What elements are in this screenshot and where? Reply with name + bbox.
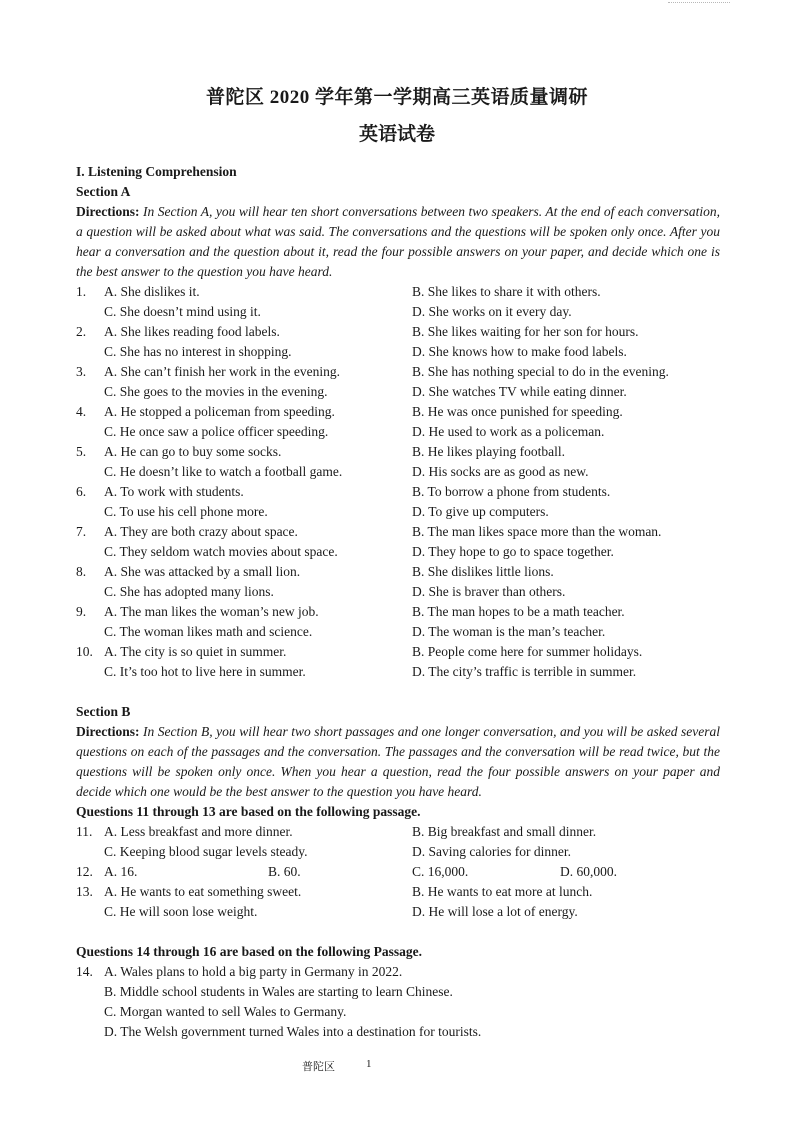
question-row <box>76 902 736 922</box>
question-number: 9. <box>76 604 87 619</box>
question-number: 2. <box>76 324 87 339</box>
option-a: A. She dislikes it. <box>104 284 200 299</box>
option-b: B. The man likes space more than the woman. <box>412 524 662 539</box>
question-number: 1. <box>76 284 87 299</box>
option-a: A. The man likes the woman’s new job. <box>104 604 319 619</box>
option-b: B. To borrow a phone from students. <box>412 484 611 499</box>
option-c: C. She has no interest in shopping. <box>104 344 292 359</box>
option-d: D. To give up computers. <box>412 504 549 519</box>
question-row <box>76 882 736 902</box>
option-b: B. He was once punished for speeding. <box>412 404 623 419</box>
option-a: A. Wales plans to hold a big party in Germany in 2022. <box>104 964 403 979</box>
option-b: B. Middle school students in Wales are starting to learn Chinese. <box>104 984 453 999</box>
directions-text: In Section A, you will hear ten short conversations between two speakers. At the end of each conversation, a question will be asked about what was said. The conversations and the questions will be spoken only once. After you hear a conversation and the question about it, read the four possible answers on your paper, and decide which one is the best answer to the question you have heard. <box>76 204 720 279</box>
option-c: C. She doesn’t mind using it. <box>104 304 261 319</box>
option-b: B. She has nothing special to do in the evening. <box>412 364 669 379</box>
option-d: D. He used to work as a policeman. <box>412 424 605 439</box>
question-number: 8. <box>76 564 87 579</box>
question-row <box>76 662 736 682</box>
section-a-directions <box>76 202 720 282</box>
page-number: 1 <box>366 1058 372 1070</box>
option-a: A. The city is so quiet in summer. <box>104 644 287 659</box>
option-d: D. Saving calories for dinner. <box>412 844 571 859</box>
directions-text: In Section B, you will hear two short passages and one longer conversation, and you will be asked several questions on each of the passages and the conversation. The passages and the conversation will be read twice, but the questions will be spoken only once. When you hear a question, read the four possible answers on your paper and decide which one would be the best answer to the question you have heard. <box>76 724 720 799</box>
option-c: C. He will soon lose weight. <box>104 904 258 919</box>
option-d: D. She knows how to make food labels. <box>412 344 627 359</box>
question-row <box>76 842 736 862</box>
directions-label: Directions: <box>76 724 140 739</box>
part-heading: I. Listening Comprehension <box>76 164 237 179</box>
question-row <box>76 382 736 402</box>
option-b: B. She likes to share it with others. <box>412 284 601 299</box>
question-row <box>76 962 736 982</box>
question-number: 7. <box>76 524 87 539</box>
option-c: C. To use his cell phone more. <box>104 504 268 519</box>
option-d: D. She is braver than others. <box>412 584 566 599</box>
question-number: 14. <box>76 964 93 979</box>
section-a-heading: Section A <box>76 184 131 199</box>
option-b: B. He likes playing football. <box>412 444 565 459</box>
section-b-directions <box>76 722 720 802</box>
option-b: B. People come here for summer holidays. <box>412 644 643 659</box>
question-number: 12. <box>76 864 93 879</box>
footer-district: 普陀区 <box>302 1061 335 1073</box>
option-a: A. They are both crazy about space. <box>104 524 298 539</box>
question-row <box>76 302 736 322</box>
option-c: C. The woman likes math and science. <box>104 624 313 639</box>
option-b: B. She dislikes little lions. <box>412 564 554 579</box>
question-row <box>76 862 736 882</box>
option-a: A. 16. <box>104 864 138 879</box>
question-row <box>76 322 736 342</box>
question-row <box>76 602 736 622</box>
option-b: B. Big breakfast and small dinner. <box>412 824 597 839</box>
option-a: A. Less breakfast and more dinner. <box>104 824 293 839</box>
question-row <box>76 422 736 442</box>
question-number: 11. <box>76 824 93 839</box>
question-row <box>76 482 736 502</box>
option-c: C. They seldom watch movies about space. <box>104 544 338 559</box>
option-a: A. He stopped a policeman from speeding. <box>104 404 335 419</box>
question-number: 13. <box>76 884 93 899</box>
option-d: D. The woman is the man’s teacher. <box>412 624 606 639</box>
question-row <box>76 442 736 462</box>
corner-mark <box>668 2 730 5</box>
option-c: C. Keeping blood sugar levels steady. <box>104 844 308 859</box>
option-b: B. She likes waiting for her son for hours. <box>412 324 639 339</box>
option-c: C. He once saw a police officer speeding. <box>104 424 329 439</box>
question-row <box>76 822 736 842</box>
question-row <box>76 1022 736 1042</box>
option-d: D. She watches TV while eating dinner. <box>412 384 627 399</box>
question-group-heading: Questions 11 through 13 are based on the following passage. <box>76 804 421 819</box>
option-d: D. He will lose a lot of energy. <box>412 904 578 919</box>
question-group-heading: Questions 14 through 16 are based on the following Passage. <box>76 944 423 959</box>
option-d: D. 60,000. <box>560 864 617 879</box>
option-d: D. His socks are as good as new. <box>412 464 589 479</box>
option-d: D. The city’s traffic is terrible in summer. <box>412 664 637 679</box>
question-row <box>76 542 736 562</box>
section-b-heading: Section B <box>76 704 131 719</box>
question-number: 5. <box>76 444 87 459</box>
question-number: 4. <box>76 404 87 419</box>
question-row <box>76 522 736 542</box>
option-d: D. The Welsh government turned Wales into a destination for tourists. <box>104 1024 482 1039</box>
exam-subtitle: 英语试卷 <box>358 124 435 145</box>
question-row <box>76 562 736 582</box>
option-d: D. She works on it every day. <box>412 304 572 319</box>
option-c: C. She has adopted many lions. <box>104 584 274 599</box>
option-a: A. She can’t finish her work in the evening. <box>104 364 340 379</box>
question-number: 6. <box>76 484 87 499</box>
question-row <box>76 362 736 382</box>
option-a: A. To work with students. <box>104 484 244 499</box>
question-row <box>76 282 736 302</box>
question-row <box>76 402 736 422</box>
question-row <box>76 642 736 662</box>
option-c: C. Morgan wanted to sell Wales to Germany. <box>104 1004 347 1019</box>
question-number: 3. <box>76 364 87 379</box>
exam-title: 普陀区 2020 学年第一学期高三英语质量调研 <box>205 87 588 108</box>
option-c: C. It’s too hot to live here in summer. <box>104 664 306 679</box>
option-a: A. She was attacked by a small lion. <box>104 564 301 579</box>
question-row <box>76 462 736 482</box>
option-a: A. He wants to eat something sweet. <box>104 884 302 899</box>
option-b: B. The man hopes to be a math teacher. <box>412 604 625 619</box>
question-row <box>76 582 736 602</box>
option-c: C. She goes to the movies in the evening. <box>104 384 328 399</box>
option-a: A. He can go to buy some socks. <box>104 444 282 459</box>
question-number: 10. <box>76 644 93 659</box>
option-c: C. He doesn’t like to watch a football game. <box>104 464 343 479</box>
question-row <box>76 502 736 522</box>
option-b: B. 60. <box>268 864 301 879</box>
question-row <box>76 342 736 362</box>
option-c: C. 16,000. <box>412 864 469 879</box>
question-row <box>76 982 736 1002</box>
option-b: B. He wants to eat more at lunch. <box>412 884 593 899</box>
directions-label: Directions: <box>76 204 140 219</box>
option-d: D. They hope to go to space together. <box>412 544 614 559</box>
option-a: A. She likes reading food labels. <box>104 324 280 339</box>
question-row <box>76 1002 736 1022</box>
question-row <box>76 622 736 642</box>
